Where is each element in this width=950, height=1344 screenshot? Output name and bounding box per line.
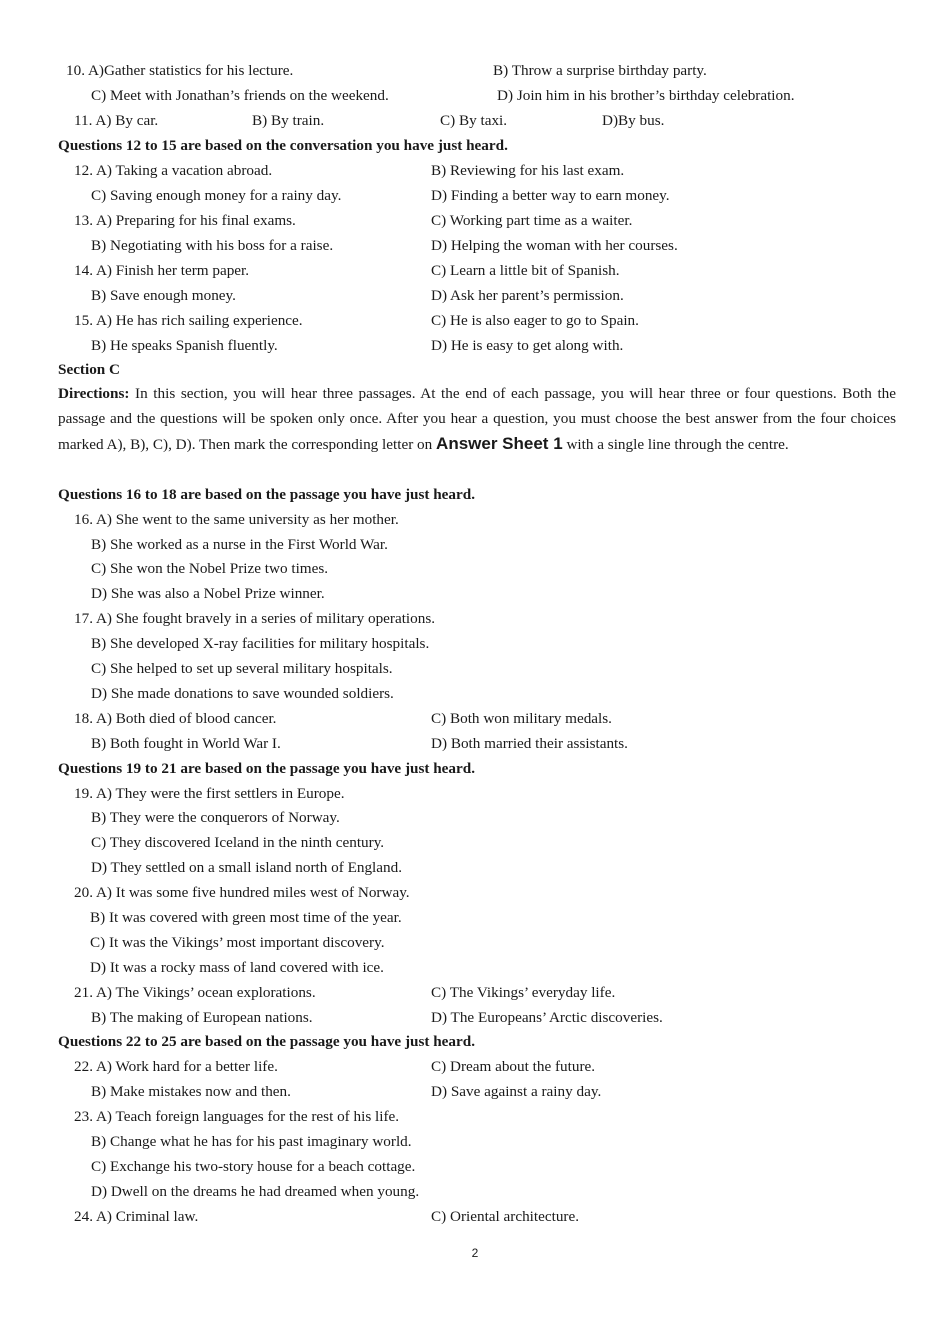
directions-paragraph: [58, 382, 896, 457]
q12-option-c: C) Saving enough money for a rainy day.: [91, 187, 342, 204]
q22-option-b: B) Make mistakes now and then.: [91, 1083, 291, 1100]
q17-option-b: B) She developed X-ray facilities for military hospitals.: [91, 635, 430, 652]
q12-option-b: B) Reviewing for his last exam.: [431, 162, 625, 179]
q21-option-a: 21. A) The Vikings’ ocean explorations.: [74, 984, 316, 1001]
q14-option-a: 14. A) Finish her term paper.: [74, 262, 250, 279]
question-21: [0, 980, 950, 1005]
question-17: [0, 606, 950, 631]
q14-option-c: C) Learn a little bit of Spanish.: [431, 262, 620, 279]
question-21-cont: [0, 1005, 950, 1030]
q12-option-d: D) Finding a better way to earn money.: [431, 187, 670, 204]
q10-option-a: 10. A)Gather statistics for his lecture.: [66, 62, 294, 79]
q16-option-a: 16. A) She went to the same university as her mother.: [74, 511, 399, 528]
q15-option-b: B) He speaks Spanish fluently.: [91, 337, 278, 354]
question-12-cont: [0, 183, 950, 208]
q23-option-a: 23. A) Teach foreign languages for the rest of his life.: [74, 1108, 400, 1125]
question-12: [0, 158, 950, 183]
question-16: [0, 507, 950, 532]
q22-option-c: C) Dream about the future.: [431, 1058, 596, 1075]
q18-option-c: C) Both won military medals.: [431, 710, 612, 727]
directions-text-2: with a single line through the centre.: [562, 435, 789, 453]
q14-option-d: D) Ask her parent’s permission.: [431, 287, 624, 304]
q17-option-a: 17. A) She fought bravely in a series of military operations.: [74, 610, 436, 627]
question-22: [0, 1054, 950, 1079]
question-13: [0, 208, 950, 233]
question-18: [0, 706, 950, 731]
question-19: [0, 781, 950, 806]
q11-option-a: 11. A) By car.: [74, 112, 159, 129]
q20-option-c: C) It was the Vikings’ most important discovery.: [90, 934, 385, 951]
q13-option-c: C) Working part time as a waiter.: [431, 212, 633, 229]
question-13-cont: [0, 233, 950, 258]
directions-text-1: In this section, you will hear three passages. At the end of each passage, you will hear three or four questions. Both the passage and the questions will be spoken only once. After you hear a question, you must choose the best answer from the four choices marked A), B), C), D). Then mark the corresponding letter on: [58, 385, 896, 453]
heading-questions-16-18: Questions 16 to 18 are based on the passage you have just heard.: [58, 486, 475, 503]
directions-label: Directions:: [58, 385, 130, 402]
question-24: [0, 1204, 950, 1229]
q10-option-d: D) Join him in his brother’s birthday celebration.: [497, 87, 795, 104]
question-22-cont: [0, 1079, 950, 1104]
q10-option-c: C) Meet with Jonathan’s friends on the weekend.: [91, 87, 389, 104]
q11-option-d: D)By bus.: [602, 112, 665, 129]
q22-option-d: D) Save against a rainy day.: [431, 1083, 602, 1100]
question-11: [0, 108, 950, 133]
q23-option-d: D) Dwell on the dreams he had dreamed when young.: [91, 1183, 420, 1200]
q16-option-c: C) She won the Nobel Prize two times.: [91, 560, 329, 577]
q13-option-b: B) Negotiating with his boss for a raise.: [91, 237, 334, 254]
q13-option-d: D) Helping the woman with her courses.: [431, 237, 678, 254]
section-c-title: Section C: [58, 361, 121, 378]
q21-option-b: B) The making of European nations.: [91, 1009, 313, 1026]
q22-option-a: 22. A) Work hard for a better life.: [74, 1058, 278, 1075]
q17-option-d: D) She made donations to save wounded soldiers.: [91, 685, 394, 702]
question-14: [0, 258, 950, 283]
question-15-cont: [0, 333, 950, 358]
q12-option-a: 12. A) Taking a vacation abroad.: [74, 162, 273, 179]
question-20: [0, 880, 950, 905]
q21-option-c: C) The Vikings’ everyday life.: [431, 984, 616, 1001]
q19-option-c: C) They discovered Iceland in the ninth century.: [91, 834, 385, 851]
q16-option-d: D) She was also a Nobel Prize winner.: [91, 585, 325, 602]
question-14-cont: [0, 283, 950, 308]
answer-sheet-label: Answer Sheet 1: [436, 433, 563, 453]
q16-option-b: B) She worked as a nurse in the First World War.: [91, 536, 388, 553]
q18-option-b: B) Both fought in World War I.: [91, 735, 281, 752]
q23-option-b: B) Change what he has for his past imaginary world.: [91, 1133, 412, 1150]
question-10-cont: [0, 83, 950, 108]
question-18-cont: [0, 731, 950, 756]
page-number: 2: [471, 1246, 479, 1260]
heading-questions-22-25: Questions 22 to 25 are based on the passage you have just heard.: [58, 1033, 475, 1050]
question-15: [0, 308, 950, 333]
heading-questions-12-15: Questions 12 to 15 are based on the conversation you have just heard.: [58, 137, 508, 154]
q19-option-d: D) They settled on a small island north of England.: [91, 859, 403, 876]
q15-option-d: D) He is easy to get along with.: [431, 337, 624, 354]
q17-option-c: C) She helped to set up several military hospitals.: [91, 660, 393, 677]
q23-option-c: C) Exchange his two-story house for a beach cottage.: [91, 1158, 416, 1175]
heading-questions-19-21: Questions 19 to 21 are based on the passage you have just heard.: [58, 760, 475, 777]
q11-option-b: B) By train.: [252, 112, 325, 129]
q19-option-b: B) They were the conquerors of Norway.: [91, 809, 340, 826]
q18-option-a: 18. A) Both died of blood cancer.: [74, 710, 277, 727]
q19-option-a: 19. A) They were the first settlers in Europe.: [74, 785, 345, 802]
q10-option-b: B) Throw a surprise birthday party.: [493, 62, 707, 79]
q21-option-d: D) The Europeans’ Arctic discoveries.: [431, 1009, 663, 1026]
q24-option-a: 24. A) Criminal law.: [74, 1208, 199, 1225]
q14-option-b: B) Save enough money.: [91, 287, 236, 304]
q24-option-c: C) Oriental architecture.: [431, 1208, 580, 1225]
q15-option-a: 15. A) He has rich sailing experience.: [74, 312, 303, 329]
q20-option-b: B) It was covered with green most time of the year.: [90, 909, 402, 926]
q18-option-d: D) Both married their assistants.: [431, 735, 628, 752]
question-10: [0, 58, 950, 83]
q13-option-a: 13. A) Preparing for his final exams.: [74, 212, 296, 229]
question-23: [0, 1104, 950, 1129]
q11-option-c: C) By taxi.: [440, 112, 508, 129]
q20-option-a: 20. A) It was some five hundred miles west of Norway.: [74, 884, 410, 901]
q15-option-c: C) He is also eager to go to Spain.: [431, 312, 639, 329]
q20-option-d: D) It was a rocky mass of land covered with ice.: [90, 959, 384, 976]
